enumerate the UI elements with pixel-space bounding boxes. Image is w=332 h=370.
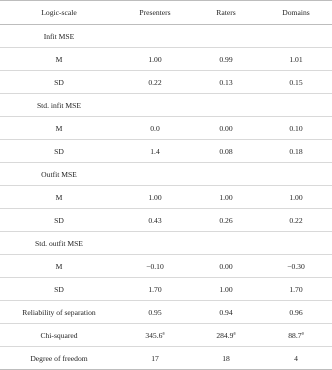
cell-presenters: 0.0 [118,117,192,140]
table-row-reliability [0,301,332,324]
cell-raters [192,324,260,347]
header-row [0,1,332,25]
cell-raters: 0.00 [192,117,260,140]
section-row-outfit-mse [0,163,332,186]
cell-presenters: 1.4 [118,140,192,163]
row-label: SD [0,209,118,232]
row-label: SD [0,140,118,163]
section-label: Std. infit MSE [0,94,118,117]
cell-domains: −0.30 [260,255,332,278]
table-row [0,209,332,232]
cell-presenters: 1.70 [118,278,192,301]
cell-domains: 0.15 [260,71,332,94]
section-label: Infit MSE [0,25,118,48]
cell-raters: 0.13 [192,71,260,94]
section-label: Outfit MSE [0,163,118,186]
table-row [0,255,332,278]
table-row [0,140,332,163]
cell-presenters: 0.95 [118,301,192,324]
row-label: M [0,255,118,278]
cell-raters: 0.00 [192,255,260,278]
header-raters: Raters [192,1,260,25]
cell-raters: 18 [192,347,260,370]
cell-presenters: 1.00 [118,48,192,71]
cell-presenters: 0.43 [118,209,192,232]
section-row-std-infit-mse [0,94,332,117]
table-row [0,71,332,94]
cell-value: 345.6 [145,330,163,340]
row-label: Degree of freedom [0,347,118,370]
row-label: M [0,117,118,140]
cell-domains: 0.22 [260,209,332,232]
section-label: Std. outfit MSE [0,232,118,255]
row-label: M [0,48,118,71]
cell-presenters: 17 [118,347,192,370]
cell-domains: 0.10 [260,117,332,140]
footnote-marker: a [233,330,236,336]
cell-raters: 1.00 [192,278,260,301]
table-header [0,1,332,25]
cell-raters: 0.08 [192,140,260,163]
cell-domains: 0.18 [260,140,332,163]
table-row-degree-of-freedom [0,347,332,370]
cell-raters: 1.00 [192,186,260,209]
table-row [0,278,332,301]
cell-presenters: 0.22 [118,71,192,94]
header-logic-scale: Logic-scale [0,1,118,25]
cell-domains: 0.96 [260,301,332,324]
row-label: SD [0,71,118,94]
row-label: Reliability of separation [0,301,118,324]
cell-presenters: 1.00 [118,186,192,209]
cell-presenters: −0.10 [118,255,192,278]
footnote-marker: a [301,330,304,336]
cell-value: 88.7 [288,330,302,340]
cell-presenters [118,324,192,347]
row-label: SD [0,278,118,301]
cell-domains: 1.00 [260,186,332,209]
row-label: Chi-squared [0,324,118,347]
section-row-std-outfit-mse [0,232,332,255]
cell-value: 284.9 [216,330,234,340]
row-label: M [0,186,118,209]
cell-domains: 1.70 [260,278,332,301]
header-presenters: Presenters [118,1,192,25]
table-row [0,117,332,140]
table-row [0,48,332,71]
header-domains: Domains [260,1,332,25]
cell-domains: 4 [260,347,332,370]
table-body [0,25,332,370]
footnote-marker: a [162,330,165,336]
table-row-chi-squared [0,324,332,347]
cell-domains [260,324,332,347]
cell-domains: 1.01 [260,48,332,71]
section-row-infit-mse [0,25,332,48]
cell-raters: 0.94 [192,301,260,324]
table-row [0,186,332,209]
cell-raters: 0.99 [192,48,260,71]
cell-raters: 0.26 [192,209,260,232]
